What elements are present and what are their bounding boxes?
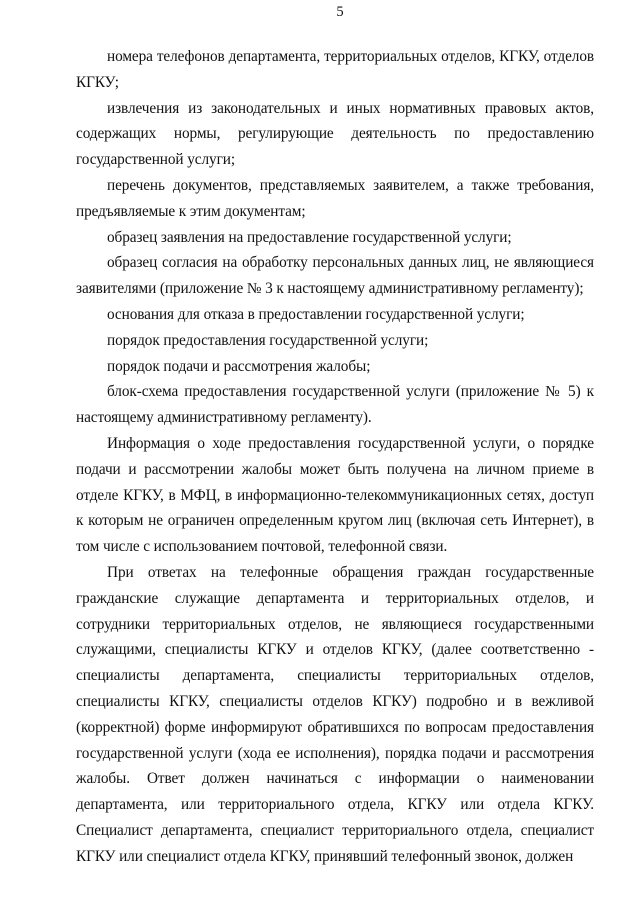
paragraph-phone-numbers: номера телефонов департамента, территориальных отделов, КГКУ, отделов КГКУ; — [76, 48, 594, 91]
page-number: 5 — [336, 4, 344, 20]
paragraph-progress-information: Информация о ходе предоставления государственной услуги, о порядке подачи и рассмотрении жалобы может быть получена на личном приеме в отделе КГКУ, в МФЦ, в информационно-телекоммуникационных сетях, доступ к которым не ограничен определенным кругом лиц (включая сеть Интернет), в том числе с использованием почтовой, телефонной связи. — [76, 434, 594, 556]
paragraph-consent-sample: образец согласия на обработку персональных данных лиц, не являющиеся заявителями (приложение № 3 к настоящему административному регламенту); — [76, 254, 594, 298]
paragraph-service-procedure: порядок предоставления государственной услуги; — [107, 331, 429, 349]
paragraph-refusal-grounds: основания для отказа в предоставлении государственной услуги; — [107, 305, 525, 323]
paragraph-documents-list: перечень документов, представляемых заявителем, а также требования, предъявляемые к этим документам; — [76, 176, 594, 220]
paragraph-legal-extracts: извлечения из законодательных и иных нормативных правовых актов, содержащих нормы, регулирующие деятельность по предоставлению государственной услуги; — [76, 99, 594, 169]
paragraph-complaint-procedure: порядок подачи и рассмотрения жалобы; — [107, 357, 371, 375]
paragraph-phone-answers: При ответах на телефонные обращения граждан государственные гражданские служащие департамента и территориальных отделов, и сотрудники территориальных отделов, не являющиеся государственными служащими, специалисты КГКУ и отделов КГКУ, (далее соответственно - специалисты департамента, специалисты территориальных отделов, специалисты КГКУ, специалисты отделов КГКУ) подробно и в вежливой (корректной) форме информируют обратившихся по вопросам предоставления государственной услуги (хода ее исполнения), порядка подачи и рассмотрения жалобы. Ответ должен начинаться с информации о наименовании департамента, или территориального отдела, КГКУ или отдела КГКУ. Специалист департамента, специалист территориального отдела, специалист КГКУ или специалист отдела КГКУ, принявший телефонный звонок, должен — [76, 563, 594, 865]
document-body — [76, 44, 594, 870]
paragraph-flowchart: блок-схема предоставления государственной услуги (приложение № 5) к настоящему административному регламенту). — [76, 383, 594, 427]
paragraph-application-sample: образец заявления на предоставление государственной услуги; — [107, 228, 512, 246]
